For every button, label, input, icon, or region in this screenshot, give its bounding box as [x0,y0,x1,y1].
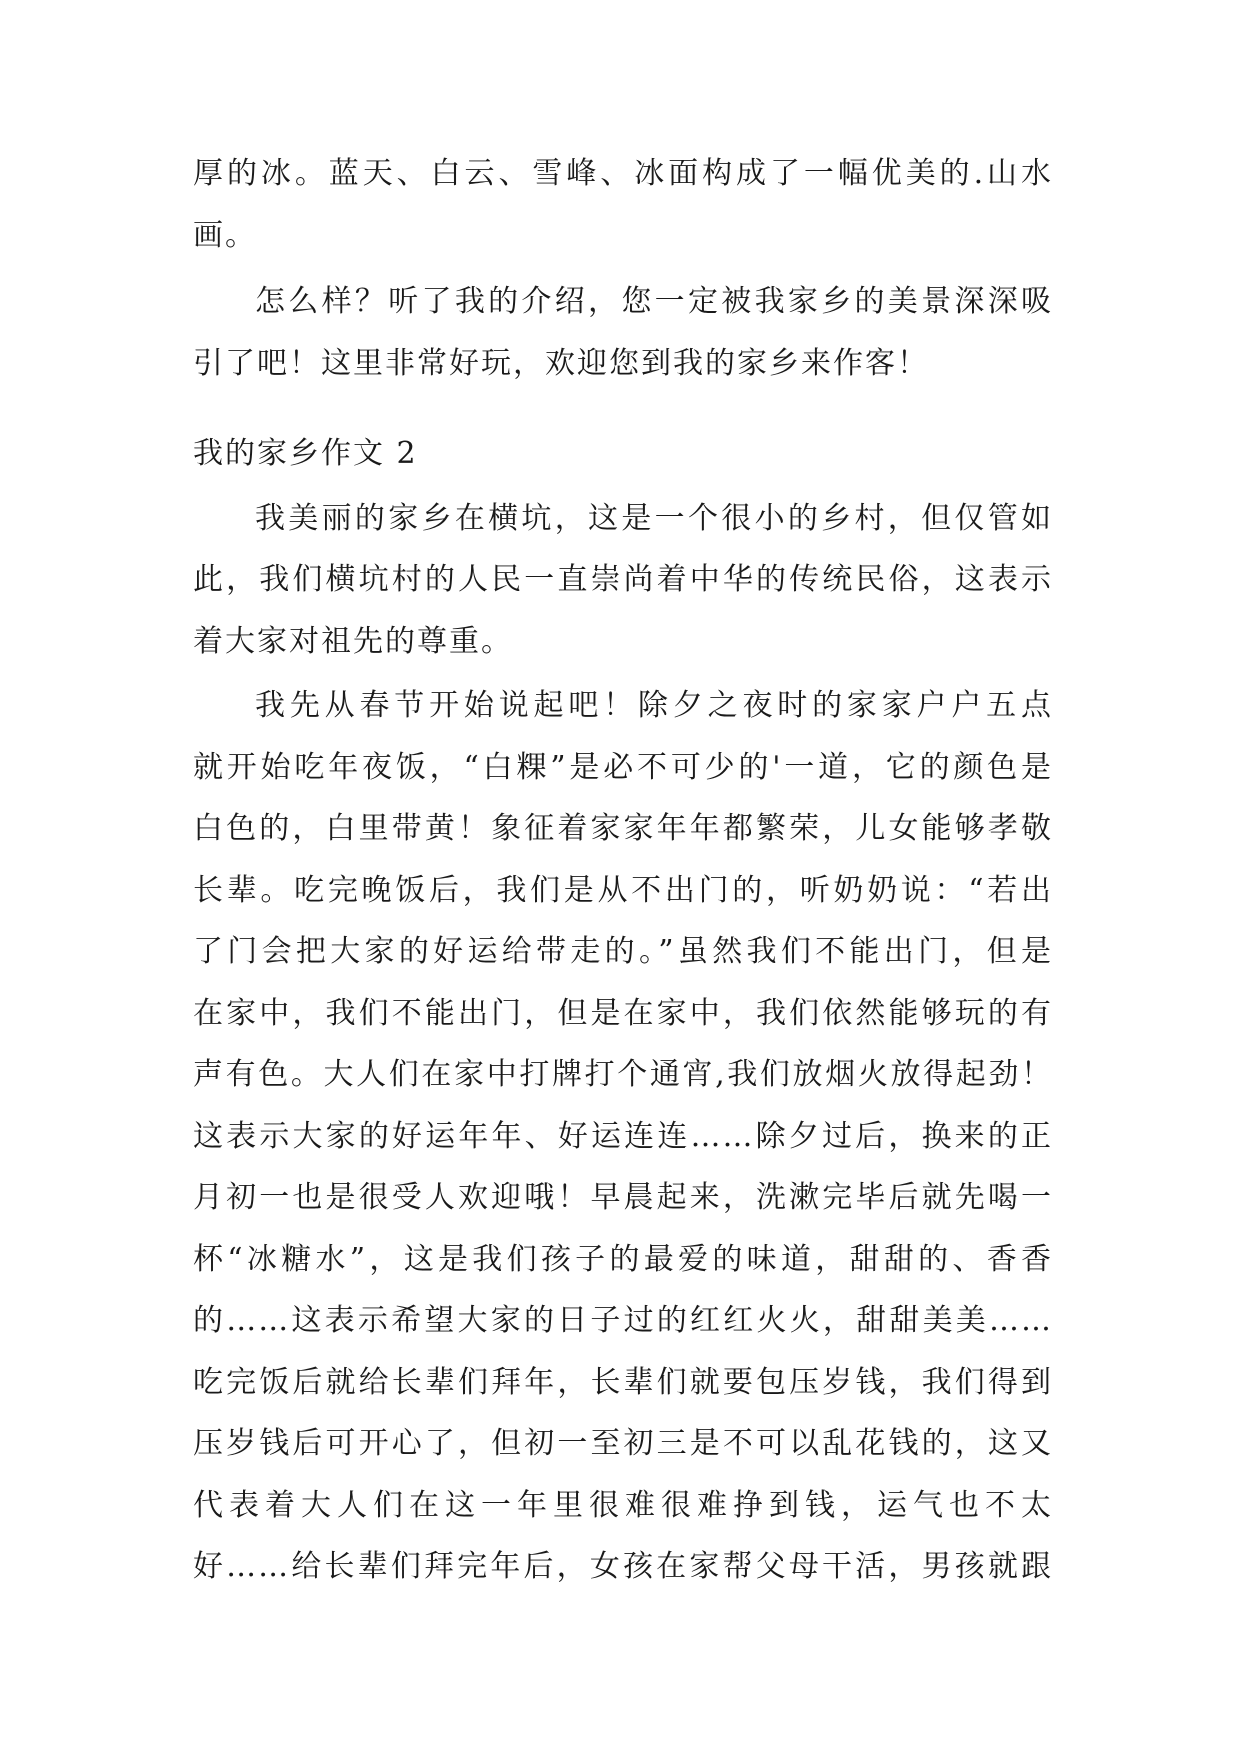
text-line: 白色的，白里带黄！象征着家家年年都繁荣，儿女能够孝敬 [193,811,1053,846]
section-title: 我的家乡作文 2 [193,436,418,471]
text-line: 好……给长辈们拜完年后，女孩在家帮父母干活，男孩就跟 [193,1549,1053,1584]
text-line: 月初一也是很受人欢迎哦！早晨起来，洗漱完毕后就先喝一 [193,1180,1053,1215]
text-line: 我先从春节开始说起吧！除夕之夜时的家家户户五点 [255,688,1053,723]
text-line: 的……这表示希望大家的日子过的红红火火，甜甜美美…… [193,1303,1053,1338]
text-line: 声有色。大人们在家中打牌打个通宵,我们放烟火放得起劲！ [193,1057,1053,1092]
text-line: 长辈。吃完晚饭后，我们是从不出门的，听奶奶说：“若出 [193,873,1053,908]
text-line: 这表示大家的好运年年、好运连连……除夕过后，换来的正 [193,1119,1053,1154]
text-line: 杯“冰糖水”，这是我们孩子的最爱的味道，甜甜的、香香 [193,1242,1053,1277]
text-line: 就开始吃年夜饭，“白粿”是必不可少的'一道，它的颜色是 [193,750,1053,785]
text-line: 着大家对祖先的尊重。 [193,624,513,659]
text-line: 我美丽的家乡在横坑，这是一个很小的乡村，但仅管如 [255,501,1053,536]
text-line: 画。 [193,218,257,253]
text-line: 吃完饭后就给长辈们拜年，长辈们就要包压岁钱，我们得到 [193,1365,1053,1400]
text-line: 此，我们横坑村的人民一直崇尚着中华的传统民俗，这表示 [193,562,1053,597]
text-line: 怎么样？听了我的介绍，您一定被我家乡的美景深深吸 [255,284,1053,319]
text-line: 厚的冰。蓝天、白云、雪峰、冰面构成了一幅优美的.山水 [193,156,1053,191]
text-line: 了门会把大家的好运给带走的。”虽然我们不能出门，但是 [193,934,1053,969]
text-line: 引了吧！这里非常好玩，欢迎您到我的家乡来作客！ [193,346,929,381]
text-line: 压岁钱后可开心了，但初一至初三是不可以乱花钱的，这又 [193,1426,1053,1461]
text-line: 在家中，我们不能出门，但是在家中，我们依然能够玩的有 [193,996,1053,1031]
text-line: 代表着大人们在这一年里很难很难挣到钱，运气也不太 [193,1488,1053,1523]
